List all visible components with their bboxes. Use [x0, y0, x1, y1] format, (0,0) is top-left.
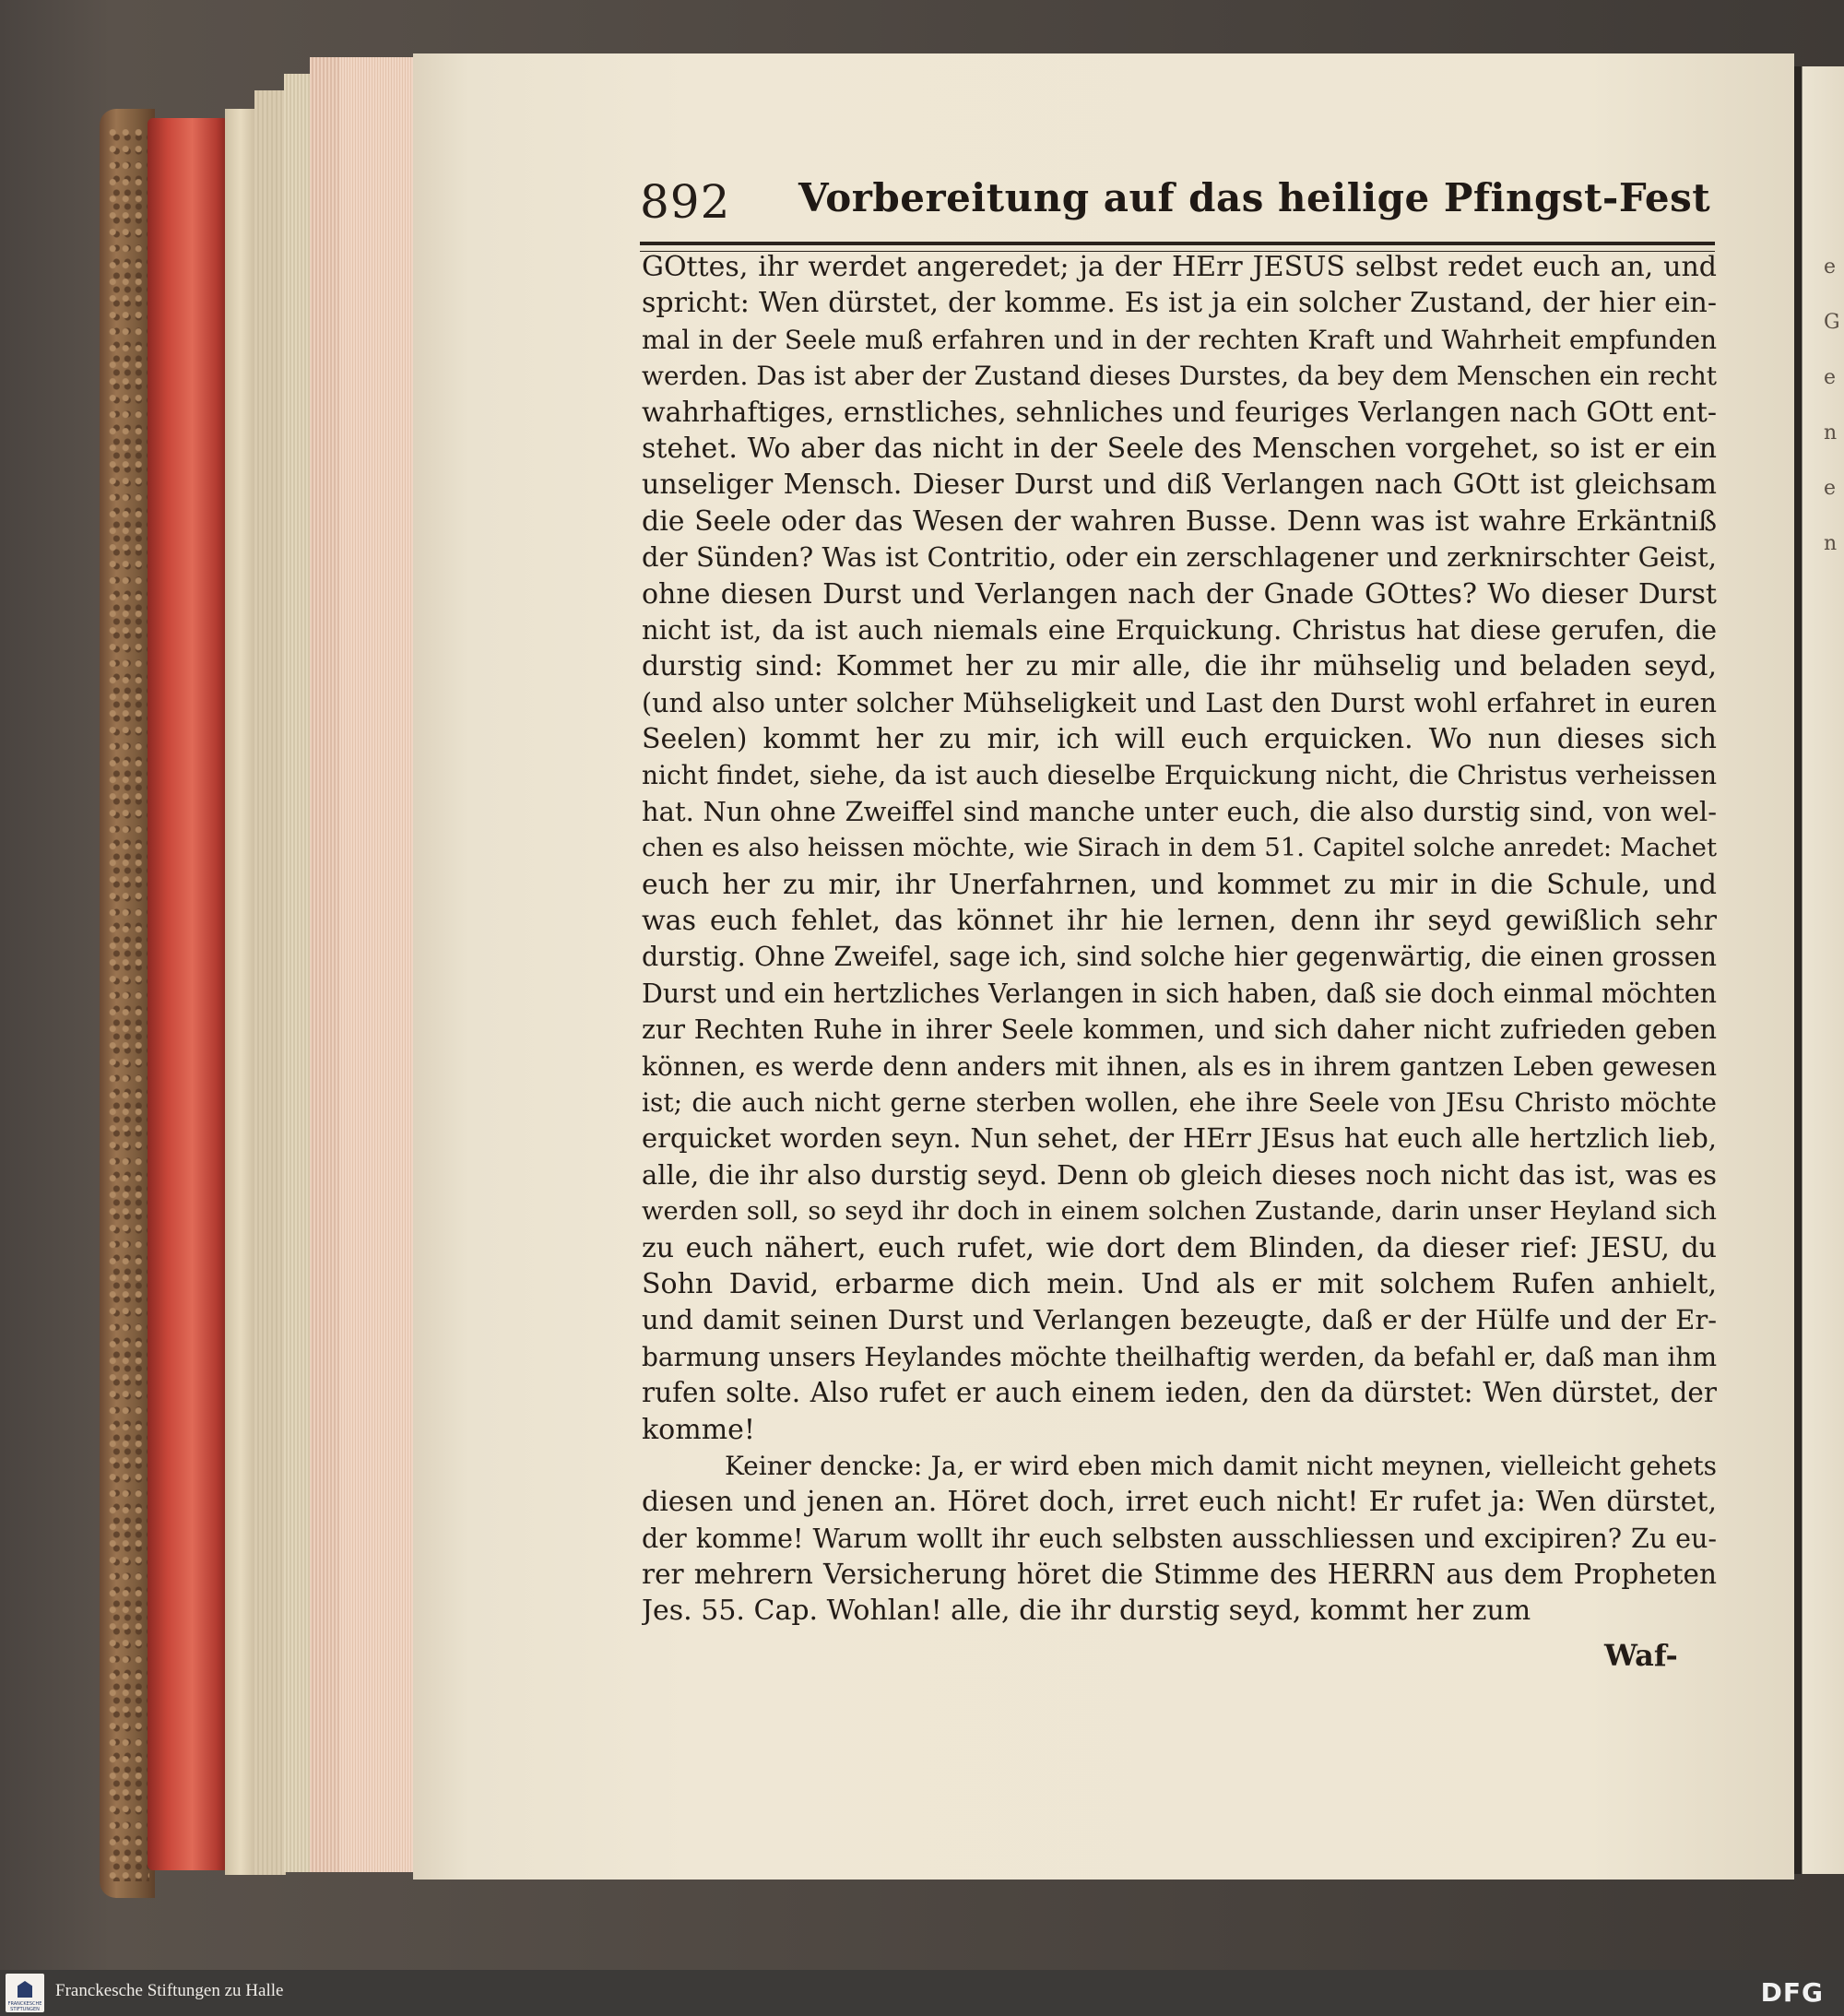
- page-stack: [284, 74, 312, 1872]
- body-text: [642, 249, 1717, 1630]
- text-line: Jes. 55. Cap. Wohlan! alle, die ihr durstig seyd, kommt her zum: [642, 1595, 1531, 1628]
- institution-logo[interactable]: [6, 1974, 44, 2012]
- text-line: nicht findet, siehe, da ist auch dieselbe Erquickung nicht, die Christus verheissen: [642, 760, 1717, 791]
- text-line: alle, die ihr also durstig seyd. Denn ob gleich dieses noch nicht das ist, was es: [642, 1158, 1717, 1191]
- text-line: Durst und ein hertzliches Verlangen in sich haben, daß sie doch einmal möchten: [642, 978, 1717, 1009]
- facing-mark: n: [1824, 532, 1838, 555]
- text-line: können, es werde denn anders mit ihnen, als es in ihrem gantzen Leben gewesen: [642, 1050, 1717, 1082]
- text-line: der komme! Warum wollt ihr euch selbsten ausschliessen und excipiren? Zu eu-: [642, 1523, 1717, 1554]
- text-line: wahrhaftiges, ernstliches, sehnliches und feuriges Verlangen nach GOtt ent-: [642, 396, 1717, 429]
- text-line: diesen und jenen an. Höret doch, irret euch nicht! Er rufet ja: Wen dürstet,: [642, 1486, 1717, 1519]
- text-line: spricht: Wen dürstet, der komme. Es ist ja ein solcher Zustand, der hier ein-: [642, 287, 1717, 320]
- footer-bar: [0, 1970, 1844, 2016]
- text-line: zur Rechten Ruhe in ihrer Seele kommen, und sich daher nicht zufrieden geben: [642, 1014, 1717, 1046]
- page-header: [640, 175, 1719, 240]
- text-line: werden. Das ist aber der Zustand dieses Durstes, da bey dem Menschen ein recht: [642, 361, 1717, 392]
- marbled-cover-texture: [109, 129, 149, 1881]
- running-title: Vorbereitung auf das heilige Pfingst-Fest: [798, 175, 1711, 220]
- text-line: und damit seinen Durst und Verlangen bezeugte, daß er der Hülfe und der Er-: [642, 1304, 1717, 1336]
- text-line: Seelen) kommt her zu mir, ich will euch erquicken. Wo nun dieses sich: [642, 723, 1717, 756]
- text-line: barmung unsers Heylandes möchte theilhaftig werden, da befahl er, daß man ihm: [642, 1341, 1717, 1372]
- catchword: Waf-: [1604, 1638, 1678, 1673]
- text-line: chen es also heissen möchte, wie Sirach in dem 51. Capitel solche anredet: Machet: [642, 833, 1717, 863]
- facing-mark: e: [1824, 255, 1837, 279]
- text-line: zu euch nähert, euch rufet, wie dort dem Blinden, da dieser rief: JESU, du: [642, 1231, 1717, 1264]
- text-line: durstig sind: Kommet her zu mir alle, die ihr mühselig und beladen seyd,: [642, 650, 1717, 683]
- text-line: ohne diesen Durst und Verlangen nach der Gnade GOttes? Wo dieser Durst: [642, 577, 1717, 611]
- page-stack: [339, 57, 413, 1872]
- text-line: rufen solte. Also rufet er auch einem ieden, den da dürstet: Wen dürstet, der: [642, 1377, 1717, 1409]
- text-line: Keiner dencke: Ja, er wird eben mich damit nicht meynen, vielleicht gehets: [725, 1450, 1717, 1481]
- text-line: Sohn David, erbarme dich mein. Und als er mit solchem Rufen anhielt,: [642, 1267, 1717, 1300]
- facing-mark: e: [1824, 366, 1837, 389]
- page-edge-rim: [225, 109, 256, 1875]
- institution-name[interactable]: Franckesche Stiftungen zu Halle: [55, 1981, 284, 2000]
- text-line: unseliger Mensch. Dieser Durst und diß Verlangen nach GOtt ist gleichsam: [642, 468, 1717, 502]
- text-line: mal in der Seele muß erfahren und in der rechten Kraft und Wahrheit empfunden: [642, 324, 1717, 355]
- page-stack: [310, 57, 341, 1872]
- text-line: erquicket worden seyn. Nun sehet, der HErr JEsus hat euch alle hertzlich lieb,: [642, 1122, 1717, 1155]
- logo-caption: FRANCKESCHE STIFTUNGEN: [7, 2001, 42, 2012]
- page-number: 892: [640, 175, 731, 229]
- text-line: euch her zu mir, ihr Unerfahrnen, und kommet zu mir in die Schule, und: [642, 868, 1717, 901]
- text-line: GOttes, ihr werdet angeredet; ja der HErr JESUS selbst redet euch an, und: [642, 251, 1717, 283]
- text-line: (und also unter solcher Mühseligkeit und Last den Durst wohl erfahret in euren: [642, 687, 1717, 718]
- text-line: komme!: [642, 1413, 755, 1446]
- facing-page-marks: [1824, 240, 1844, 1808]
- text-line: hat. Nun ohne Zweiffel sind manche unter euch, die also durstig sind, von wel-: [642, 795, 1717, 827]
- facing-mark: e: [1824, 477, 1837, 500]
- text-line: die Seele oder das Wesen der wahren Busse. Denn was ist wahre Erkäntniß: [642, 504, 1717, 538]
- text-line: ist; die auch nicht gerne sterben wollen, ehe ihre Seele von JEsu Christo möchte: [642, 1086, 1717, 1118]
- text-line: werden soll, so seyd ihr doch in einem solchen Zustande, darin unser Heyland sich: [642, 1196, 1717, 1227]
- red-page-edge: [148, 118, 229, 1870]
- text-line: was euch fehlet, das könnet ihr hie lernen, denn ihr seyd gewißlich sehr: [642, 905, 1717, 938]
- text-line: rer mehrern Versicherung höret die Stimme des HERRN aus dem Propheten: [642, 1559, 1717, 1591]
- facing-mark: G: [1824, 311, 1840, 334]
- dfg-logo[interactable]: DFG: [1760, 1977, 1824, 2008]
- text-line: durstig. Ohne Zweifel, sage ich, sind solche hier gegenwärtig, die einen grossen: [642, 942, 1717, 973]
- text-line: nicht ist, da ist auch niemals eine Erquickung. Christus hat diese gerufen, die: [642, 613, 1717, 646]
- text-line: stehet. Wo aber das nicht in der Seele des Menschen vorgehet, so ist er ein: [642, 432, 1717, 465]
- text-line: der Sünden? Was ist Contritio, oder ein zerschlagener und zerknirschter Geist,: [642, 541, 1717, 574]
- page-stack: [254, 90, 286, 1875]
- facing-mark: n: [1824, 421, 1838, 445]
